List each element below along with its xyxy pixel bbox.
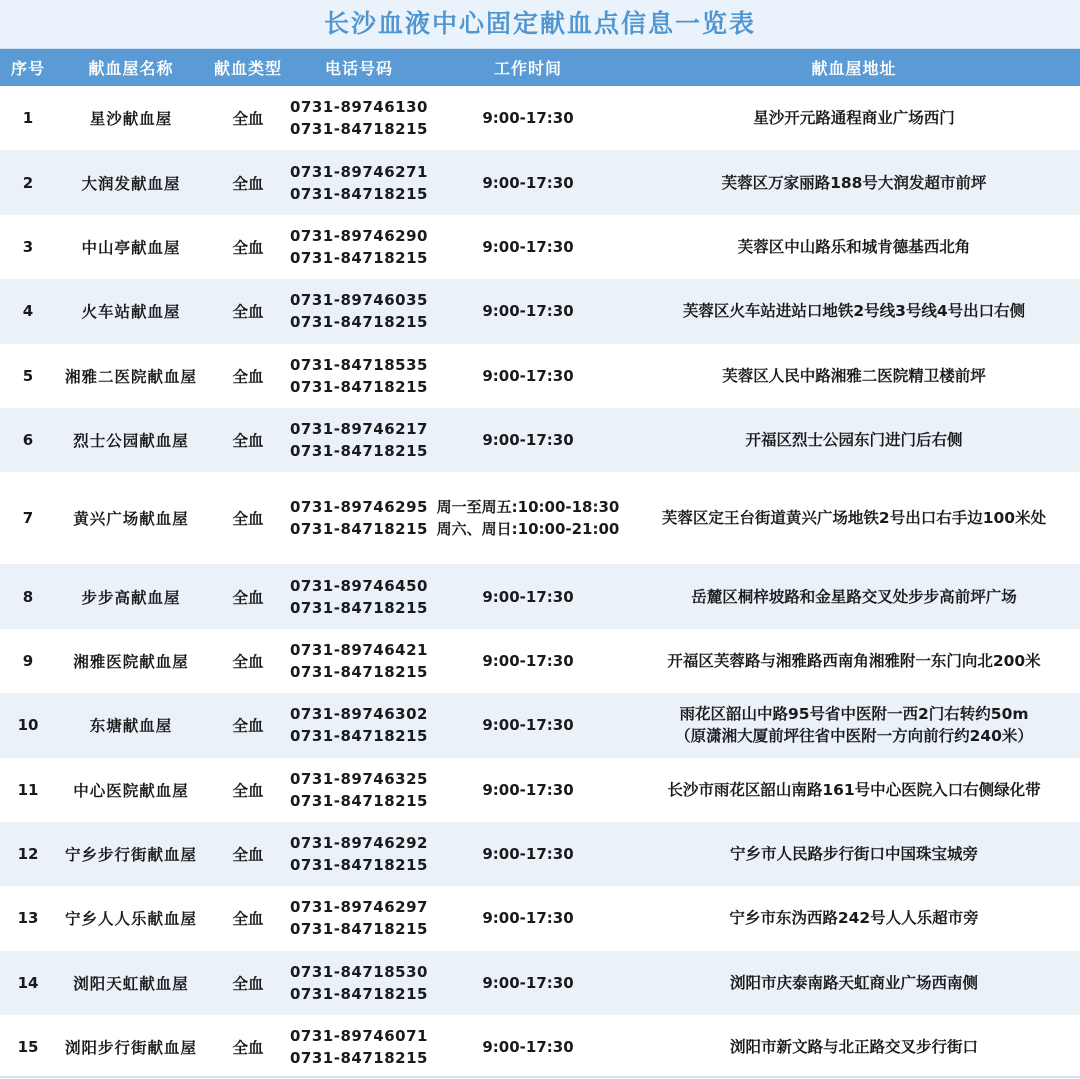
phone-number: 0731-84718215 bbox=[290, 520, 428, 539]
donation-type: 全血 bbox=[206, 693, 290, 757]
hours-cell bbox=[428, 564, 628, 628]
phone-number: 0731-89746421 bbox=[290, 640, 428, 659]
phone-number: 0731-84718530 bbox=[290, 962, 428, 981]
phone-cell bbox=[290, 279, 428, 343]
working-hours: 9:00-17:30 bbox=[482, 651, 574, 670]
table-row bbox=[0, 472, 1080, 564]
site-address: 宁乡市东沩西路242号人人乐超市旁 bbox=[729, 909, 979, 928]
site-name: 中心医院献血屋 bbox=[56, 758, 206, 822]
site-name: 星沙献血屋 bbox=[56, 86, 206, 150]
donation-type: 全血 bbox=[206, 886, 290, 950]
site-address: 芙蓉区万家丽路188号大润发超市前坪 bbox=[721, 173, 987, 192]
phone-cell bbox=[290, 822, 428, 886]
hours-cell bbox=[428, 408, 628, 472]
hours-cell bbox=[428, 344, 628, 408]
phone-cell bbox=[290, 150, 428, 214]
title-bar bbox=[0, 0, 1080, 49]
phone-cell bbox=[290, 693, 428, 757]
phone-number: 0731-89746035 bbox=[290, 291, 428, 310]
site-address: 宁乡市人民路步行街口中国珠宝城旁 bbox=[729, 845, 978, 864]
phone-number: 0731-89746297 bbox=[290, 898, 428, 917]
working-hours: 9:00-17:30 bbox=[482, 845, 574, 864]
table-row bbox=[0, 822, 1080, 886]
table-row bbox=[0, 408, 1080, 472]
address-cell bbox=[628, 344, 1080, 408]
address-cell bbox=[628, 1015, 1080, 1079]
phone-number: 0731-84718215 bbox=[290, 920, 428, 939]
donation-type: 全血 bbox=[206, 86, 290, 150]
working-hours: 9:00-17:30 bbox=[482, 366, 574, 385]
address-cell bbox=[628, 758, 1080, 822]
phone-cell bbox=[290, 758, 428, 822]
table-row bbox=[0, 886, 1080, 950]
working-hours: 9:00-17:30 bbox=[482, 302, 574, 321]
phone-number: 0731-84718215 bbox=[290, 184, 428, 203]
phone-number: 0731-84718215 bbox=[290, 662, 428, 681]
address-cell bbox=[628, 822, 1080, 886]
working-hours: 9:00-17:30 bbox=[482, 973, 574, 992]
hours-cell bbox=[428, 951, 628, 1015]
row-number: 4 bbox=[0, 279, 56, 343]
working-hours: 9:00-17:30 bbox=[482, 173, 574, 192]
donation-type: 全血 bbox=[206, 822, 290, 886]
hours-cell bbox=[428, 693, 628, 757]
table-row bbox=[0, 951, 1080, 1015]
working-hours: 9:00-17:30 bbox=[482, 431, 574, 450]
donation-type: 全血 bbox=[206, 629, 290, 693]
table-row bbox=[0, 758, 1080, 822]
phone-number: 0731-89746302 bbox=[290, 705, 428, 724]
site-name: 火车站献血屋 bbox=[56, 279, 206, 343]
address-cell bbox=[628, 150, 1080, 214]
donation-type: 全血 bbox=[206, 951, 290, 1015]
donation-type: 全血 bbox=[206, 215, 290, 279]
site-name: 东塘献血屋 bbox=[56, 693, 206, 757]
site-name: 黄兴广场献血屋 bbox=[56, 472, 206, 564]
address-cell bbox=[628, 693, 1080, 757]
donation-type: 全血 bbox=[206, 472, 290, 564]
table-body bbox=[0, 86, 1080, 1079]
phone-number: 0731-84718215 bbox=[290, 313, 428, 332]
site-address: 浏阳市新文路与北正路交叉步行街口 bbox=[729, 1038, 978, 1057]
donation-sites-table bbox=[0, 49, 1080, 1079]
hours-cell bbox=[428, 886, 628, 950]
phone-number: 0731-89746292 bbox=[290, 834, 428, 853]
phone-number: 0731-84718215 bbox=[290, 248, 428, 267]
phone-number: 0731-84718215 bbox=[290, 598, 428, 617]
site-name: 宁乡人人乐献血屋 bbox=[56, 886, 206, 950]
table-row bbox=[0, 279, 1080, 343]
site-name: 湘雅医院献血屋 bbox=[56, 629, 206, 693]
phone-number: 0731-84718215 bbox=[290, 791, 428, 810]
row-number: 6 bbox=[0, 408, 56, 472]
site-address: 岳麓区桐梓坡路和金星路交叉处步步高前坪广场 bbox=[691, 587, 1017, 606]
phone-number: 0731-89746217 bbox=[290, 420, 428, 439]
phone-number: 0731-89746290 bbox=[290, 226, 428, 245]
table-row bbox=[0, 344, 1080, 408]
row-number: 1 bbox=[0, 86, 56, 150]
phone-number: 0731-84718535 bbox=[290, 355, 428, 374]
address-cell bbox=[628, 886, 1080, 950]
row-number: 14 bbox=[0, 951, 56, 1015]
donation-type: 全血 bbox=[206, 344, 290, 408]
donation-type: 全血 bbox=[206, 279, 290, 343]
address-cell bbox=[628, 472, 1080, 564]
table-header-row bbox=[0, 49, 1080, 86]
address-cell bbox=[628, 951, 1080, 1015]
hours-cell bbox=[428, 472, 628, 564]
hours-cell bbox=[428, 758, 628, 822]
site-address: 芙蓉区人民中路湘雅二医院精卫楼前坪 bbox=[722, 366, 986, 385]
table-row bbox=[0, 693, 1080, 757]
phone-number: 0731-89746130 bbox=[290, 98, 428, 117]
site-address: 星沙开元路通程商业广场西门 bbox=[753, 109, 955, 128]
address-cell bbox=[628, 629, 1080, 693]
phone-number: 0731-89746295 bbox=[290, 498, 428, 517]
column-header-hours: 工作时间 bbox=[428, 49, 628, 86]
site-name: 步步高献血屋 bbox=[56, 564, 206, 628]
row-number: 2 bbox=[0, 150, 56, 214]
hours-cell bbox=[428, 215, 628, 279]
working-hours: 9:00-17:30 bbox=[482, 1038, 574, 1057]
address-cell bbox=[628, 564, 1080, 628]
column-header-phone: 电话号码 bbox=[290, 49, 428, 86]
row-number: 12 bbox=[0, 822, 56, 886]
working-hours: 9:00-17:30 bbox=[482, 587, 574, 606]
row-number: 9 bbox=[0, 629, 56, 693]
hours-cell bbox=[428, 86, 628, 150]
row-number: 10 bbox=[0, 693, 56, 757]
working-hours: 9:00-17:30 bbox=[482, 909, 574, 928]
site-address: 开福区芙蓉路与湘雅路西南角湘雅附一东门向北200米 bbox=[667, 651, 1041, 670]
address-cell bbox=[628, 408, 1080, 472]
hours-cell bbox=[428, 150, 628, 214]
donation-type: 全血 bbox=[206, 564, 290, 628]
phone-cell bbox=[290, 951, 428, 1015]
phone-cell bbox=[290, 1015, 428, 1079]
site-address: 浏阳市庆泰南路天虹商业广场西南侧 bbox=[729, 973, 978, 992]
site-name: 浏阳天虹献血屋 bbox=[56, 951, 206, 1015]
table-row bbox=[0, 215, 1080, 279]
site-name: 大润发献血屋 bbox=[56, 150, 206, 214]
row-number: 5 bbox=[0, 344, 56, 408]
site-address: 芙蓉区定王台街道黄兴广场地铁2号出口右手边100米处 bbox=[661, 509, 1047, 528]
column-header-no: 序号 bbox=[0, 49, 56, 86]
row-number: 7 bbox=[0, 472, 56, 564]
phone-cell bbox=[290, 215, 428, 279]
phone-cell bbox=[290, 408, 428, 472]
phone-cell bbox=[290, 629, 428, 693]
working-hours: 9:00-17:30 bbox=[482, 237, 574, 256]
phone-number: 0731-89746271 bbox=[290, 162, 428, 181]
address-cell bbox=[628, 279, 1080, 343]
site-address: 芙蓉区中山路乐和城肯德基西北角 bbox=[737, 237, 971, 256]
working-hours: 周一至周五:10:00-18:30 bbox=[436, 498, 620, 517]
donation-type: 全血 bbox=[206, 150, 290, 214]
phone-cell bbox=[290, 344, 428, 408]
address-cell bbox=[628, 215, 1080, 279]
table-row bbox=[0, 629, 1080, 693]
column-header-address: 献血屋地址 bbox=[628, 49, 1080, 86]
donation-type: 全血 bbox=[206, 1015, 290, 1079]
hours-cell bbox=[428, 822, 628, 886]
phone-number: 0731-84718215 bbox=[290, 856, 428, 875]
phone-cell bbox=[290, 86, 428, 150]
site-name: 烈士公园献血屋 bbox=[56, 408, 206, 472]
site-name: 中山亭献血屋 bbox=[56, 215, 206, 279]
hours-cell bbox=[428, 279, 628, 343]
site-name: 宁乡步行街献血屋 bbox=[56, 822, 206, 886]
site-address: 芙蓉区火车站进站口地铁2号线3号线4号出口右侧 bbox=[682, 302, 1026, 321]
site-address: 雨花区韶山中路95号省中医附一西2门右转约50m bbox=[679, 705, 1029, 724]
phone-number: 0731-84718215 bbox=[290, 1049, 428, 1068]
row-number: 15 bbox=[0, 1015, 56, 1079]
phone-number: 0731-89746071 bbox=[290, 1027, 428, 1046]
phone-cell bbox=[290, 564, 428, 628]
phone-number: 0731-84718215 bbox=[290, 377, 428, 396]
hours-cell bbox=[428, 1015, 628, 1079]
working-hours: 周六、周日:10:00-21:00 bbox=[436, 520, 620, 539]
site-name: 浏阳步行街献血屋 bbox=[56, 1015, 206, 1079]
column-header-name: 献血屋名称 bbox=[56, 49, 206, 86]
site-address: （原潇湘大厦前坪往省中医附一方向前行约240米） bbox=[675, 727, 1033, 746]
phone-number: 0731-84718215 bbox=[290, 120, 428, 139]
phone-cell bbox=[290, 886, 428, 950]
phone-number: 0731-84718215 bbox=[290, 984, 428, 1003]
site-address: 开福区烈士公园东门进门后右侧 bbox=[745, 431, 963, 450]
phone-number: 0731-89746450 bbox=[290, 576, 428, 595]
site-address: 长沙市雨花区韶山南路161号中心医院入口右侧绿化带 bbox=[667, 780, 1041, 799]
row-number: 8 bbox=[0, 564, 56, 628]
table-row bbox=[0, 86, 1080, 150]
working-hours: 9:00-17:30 bbox=[482, 109, 574, 128]
phone-cell bbox=[290, 472, 428, 564]
working-hours: 9:00-17:30 bbox=[482, 716, 574, 735]
address-cell bbox=[628, 86, 1080, 150]
row-number: 11 bbox=[0, 758, 56, 822]
row-number: 13 bbox=[0, 886, 56, 950]
phone-number: 0731-84718215 bbox=[290, 727, 428, 746]
working-hours: 9:00-17:30 bbox=[482, 780, 574, 799]
site-name: 湘雅二医院献血屋 bbox=[56, 344, 206, 408]
row-number: 3 bbox=[0, 215, 56, 279]
phone-number: 0731-84718215 bbox=[290, 442, 428, 461]
phone-number: 0731-89746325 bbox=[290, 769, 428, 788]
donation-type: 全血 bbox=[206, 758, 290, 822]
table-row bbox=[0, 1015, 1080, 1079]
table-row bbox=[0, 150, 1080, 214]
page-title: 长沙血液中心固定献血点信息一览表 bbox=[323, 9, 756, 38]
column-header-type: 献血类型 bbox=[206, 49, 290, 86]
table-row bbox=[0, 564, 1080, 628]
hours-cell bbox=[428, 629, 628, 693]
donation-type: 全血 bbox=[206, 408, 290, 472]
